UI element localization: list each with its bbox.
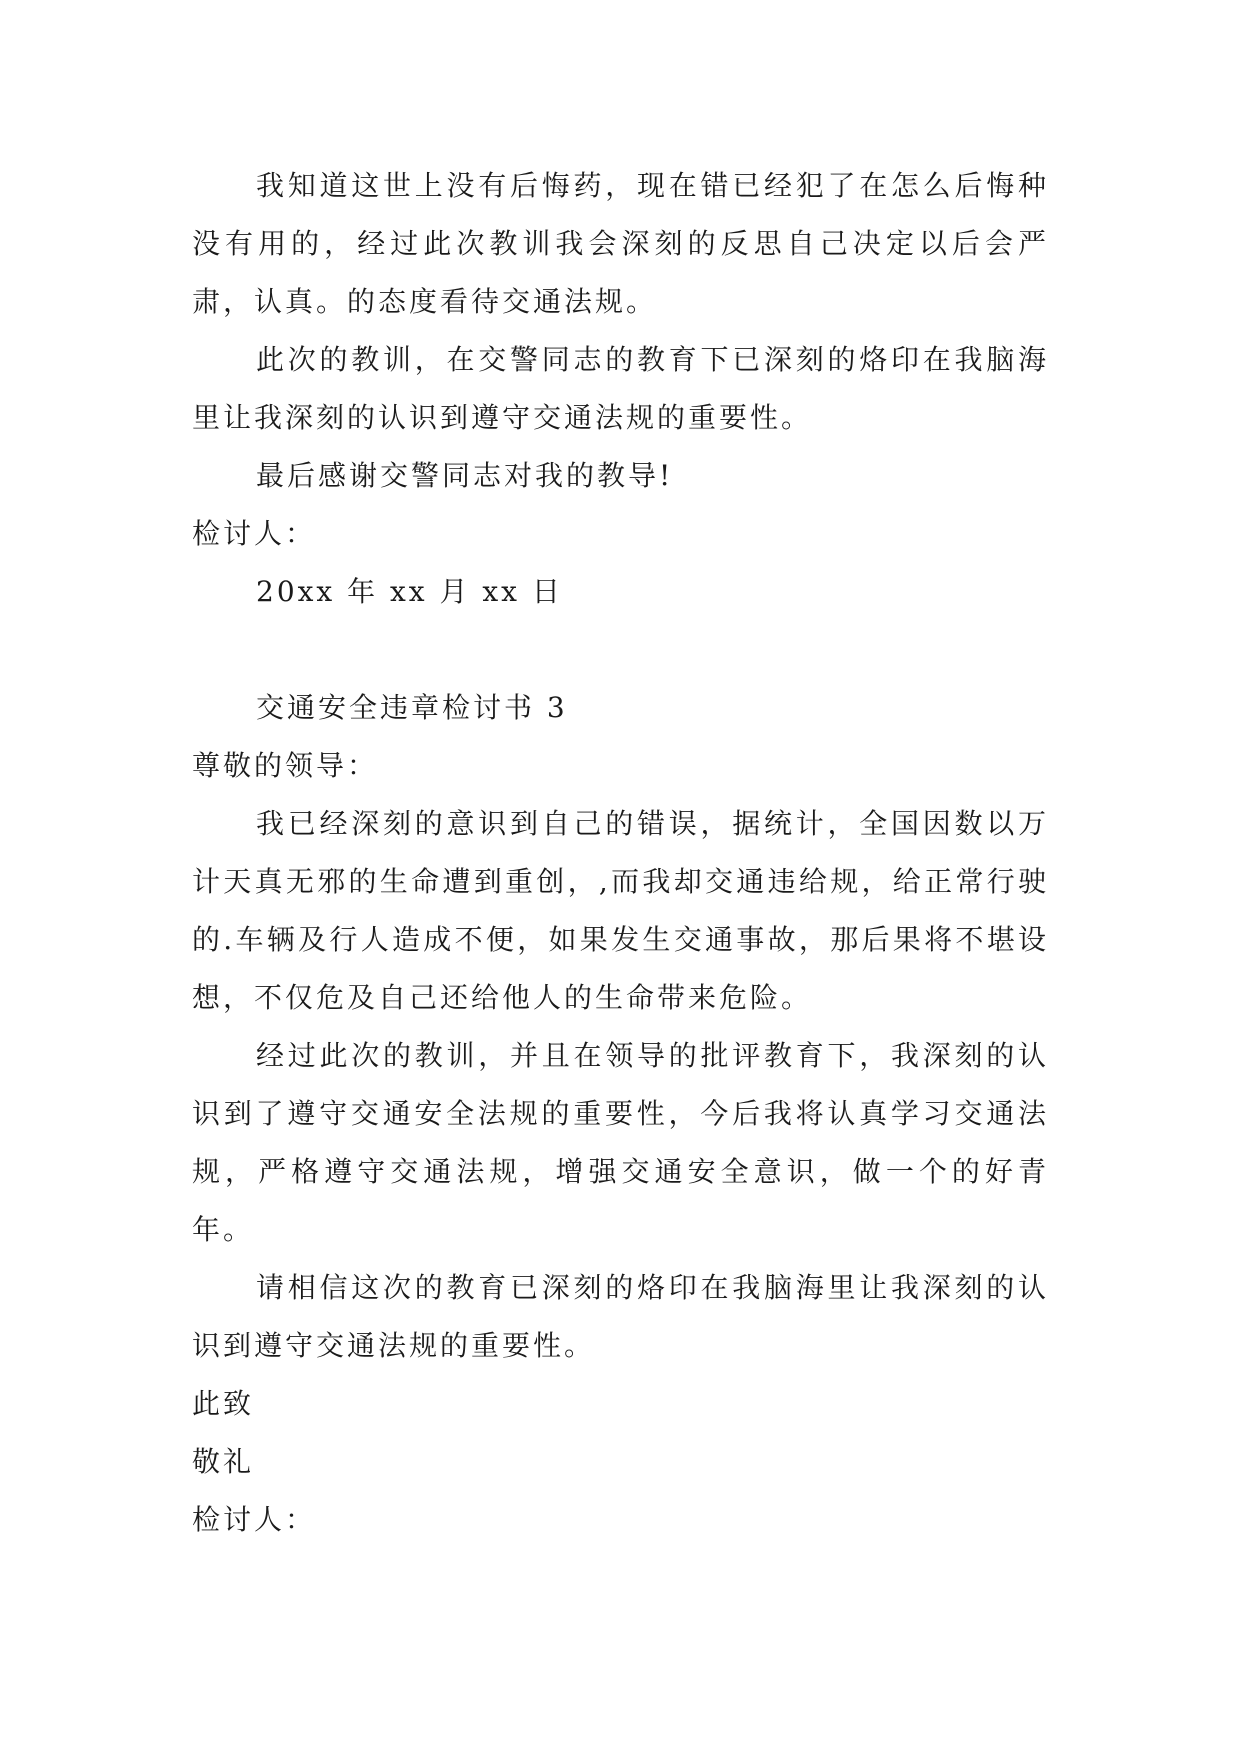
document-body bbox=[192, 157, 1049, 1549]
paragraph: 此次的教训，在交警同志的教育下已深刻的烙印在我脑海里让我深刻的认识到遵守交通法规的重要性。 bbox=[192, 343, 1049, 434]
paragraph: 我知道这世上没有后悔药，现在错已经犯了在怎么后悔种没有用的，经过此次教训我会深刻的反思自己决定以后会严肃，认真。的态度看待交通法规。 bbox=[192, 169, 1049, 318]
salutation: 尊敬的领导： bbox=[192, 749, 379, 782]
section-title: 交通安全违章检讨书 3 bbox=[256, 691, 568, 724]
paragraph: 我已经深刻的意识到自己的错误，据统计，全国因数以万计天真无邪的生命遭到重创，,而我却交通违给规，给正常行驶的.车辆及行人造成不便，如果发生交通事故，那后果将不堪设想，不仅危及自己还给他人的生命带来危险。 bbox=[192, 807, 1049, 1014]
closing-line: 敬礼 bbox=[192, 1445, 255, 1478]
signature-label: 检讨人： bbox=[192, 517, 317, 550]
paragraph: 最后感谢交警同志对我的教导! bbox=[256, 459, 674, 492]
paragraph: 经过此次的教训，并且在领导的批评教育下，我深刻的认识到了遵守交通安全法规的重要性，今后我将认真学习交通法规，严格遵守交通法规，增强交通安全意识，做一个的好青年。 bbox=[192, 1039, 1049, 1246]
section-spacer bbox=[192, 621, 1049, 679]
signature-label: 检讨人： bbox=[192, 1503, 317, 1536]
paragraph: 请相信这次的教育已深刻的烙印在我脑海里让我深刻的认识到遵守交通法规的重要性。 bbox=[192, 1271, 1049, 1362]
date-line: 20xx 年 xx 月 xx 日 bbox=[256, 575, 563, 608]
closing-line: 此致 bbox=[192, 1387, 255, 1420]
